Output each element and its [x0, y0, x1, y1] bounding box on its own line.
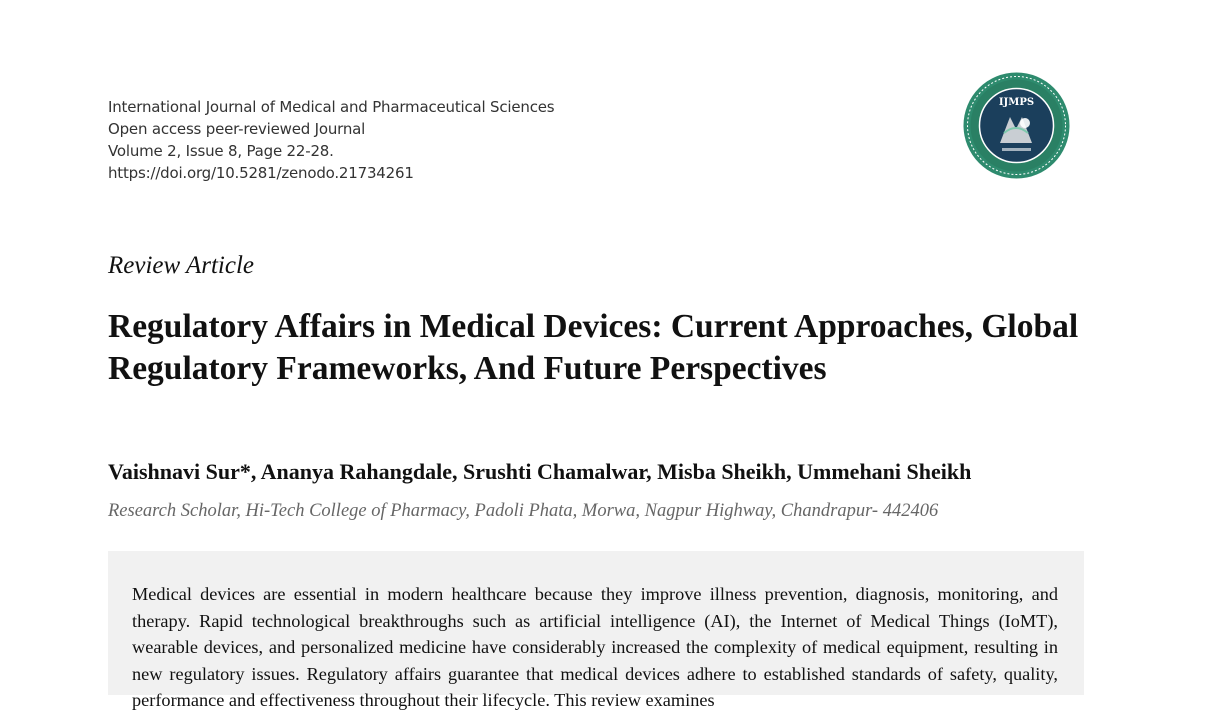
journal-name: International Journal of Medical and Pharmaceutical Sciences	[108, 98, 555, 116]
journal-volume: Volume 2, Issue 8, Page 22-28.	[108, 142, 334, 160]
journal-logo	[962, 71, 1071, 180]
journal-seal-icon	[962, 71, 1071, 180]
journal-access: Open access peer-reviewed Journal	[108, 120, 366, 138]
article-type: Review Article	[108, 252, 255, 279]
article-authors: Vaishnavi Sur*, Ananya Rahangdale, Srushti Chamalwar, Misba Sheikh, Ummehani Sheikh	[108, 459, 972, 484]
article-affiliation: Research Scholar, Hi-Tech College of Pharmacy, Padoli Phata, Morwa, Nagpur Highway, Chandrapur- 442406	[108, 501, 939, 521]
abstract-text: Medical devices are essential in modern healthcare because they improve illness prevention, diagnosis, monitoring, and therapy. Rapid technological breakthroughs such as artificial intelligence (AI), the Internet of Medical Things (IoMT), wearable devices, and personalized medicine have considerably increased the complexity of medical equipment, resulting in new regulatory issues. Regulatory affairs guarantee that medical devices adhere to established standards of safety, quality, performance and effectiveness throughout their lifecycle. This review examines	[132, 584, 1058, 710]
journal-doi[interactable]: https://doi.org/10.5281/zenodo.21734261	[108, 164, 414, 182]
journal-info	[108, 96, 554, 184]
abstract-box	[108, 551, 1084, 710]
article-title: Regulatory Affairs in Medical Devices: Current Approaches, Global Regulatory Frameworks, And Future Perspectives	[108, 308, 1079, 387]
svg-text:IJMPS: IJMPS	[998, 97, 1035, 108]
